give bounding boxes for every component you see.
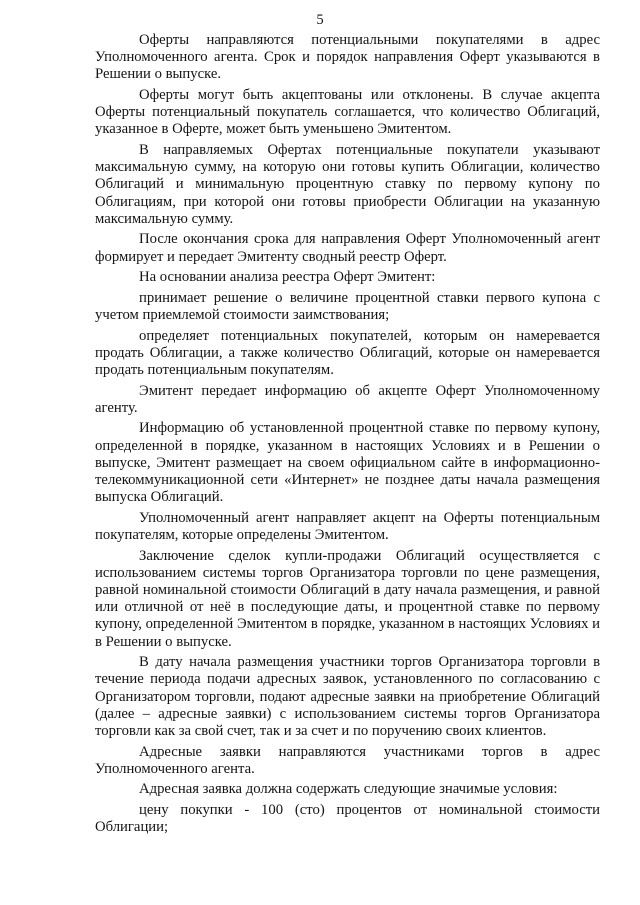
paragraph: Эмитент передает информацию об акцепте Оферт Уполномоченному агенту. <box>95 382 600 416</box>
paragraph: Оферты направляются потенциальными покупателями в адрес Уполномоченного агента. Срок и порядок направления Оферт указываются в Решении о выпуске. <box>95 32 600 83</box>
paragraph: Информацию об установленной процентной ставке по первому купону, определенной в порядке, указанном в настоящих Условиях и в Решении о выпуске, Эмитент размещает на своем официальном сайте в информационно-телекоммуникационной сети «Интернет» не позднее даты начала размещения выпуска Облигаций. <box>95 420 600 506</box>
paragraph: На основании анализа реестра Оферт Эмитент: <box>139 269 436 286</box>
paragraph: принимает решение о величине процентной ставки первого купона с учетом приемлемой стоимости заимствования; <box>95 289 600 323</box>
paragraph: Уполномоченный агент направляет акцепт на Оферты потенциальным покупателям, которые определены Эмитентом. <box>95 509 600 543</box>
paragraph: Оферты могут быть акцептованы или отклонены. В случае акцепта Оферты потенциальный покупатель соглашается, что количество Облигаций, указанное в Оферте, может быть уменьшено Эмитентом. <box>95 87 600 138</box>
paragraph: Адресные заявки направляются участниками торгов в адрес Уполномоченного агента. <box>95 743 600 777</box>
paragraph: Заключение сделок купли-продажи Облигаций осуществляется с использованием системы торгов Организатора торговли по цене размещения, равной номинальной стоимости Облигаций в дату начала размещения, и равной или отличной от неё в последующие даты, и процентной ставке по первому купону, определенной Эмитентом в порядке, указанном в настоящих Условиях и в Решении о выпуске. <box>95 547 600 650</box>
page-number: 5 <box>316 12 324 28</box>
paragraph: Адресная заявка должна содержать следующие значимые условия: <box>139 781 558 798</box>
paragraph: В дату начала размещения участники торгов Организатора торговли в течение периода подачи адресных заявок, установленного по согласованию с Организатором торговли, подают адресные заявки на приобретение Облигаций (далее – адресные заявки) с использованием системы торгов Организатора торговли как за свой счет, так и за счет и по поручению своих клиентов. <box>95 654 600 740</box>
paragraph: определяет потенциальных покупателей, которым он намеревается продать Облигации, а также количество Облигаций, которые он намеревается продать потенциальным покупателям. <box>95 327 600 378</box>
paragraph: После окончания срока для направления Оферт Уполномоченный агент формирует и передает Эмитенту сводный реестр Оферт. <box>95 231 600 265</box>
paragraph: цену покупки - 100 (сто) процентов от номинальной стоимости Облигации; <box>95 802 600 836</box>
body-text <box>95 32 600 840</box>
paragraph: В направляемых Офертах потенциальные покупатели указывают максимальную сумму, на которую они готовы купить Облигации, количество Облигаций и минимальную процентную ставку по первому купону по Облигациям, при которой они готовы приобрести Облигации на указанную максимальную сумму. <box>95 142 600 227</box>
